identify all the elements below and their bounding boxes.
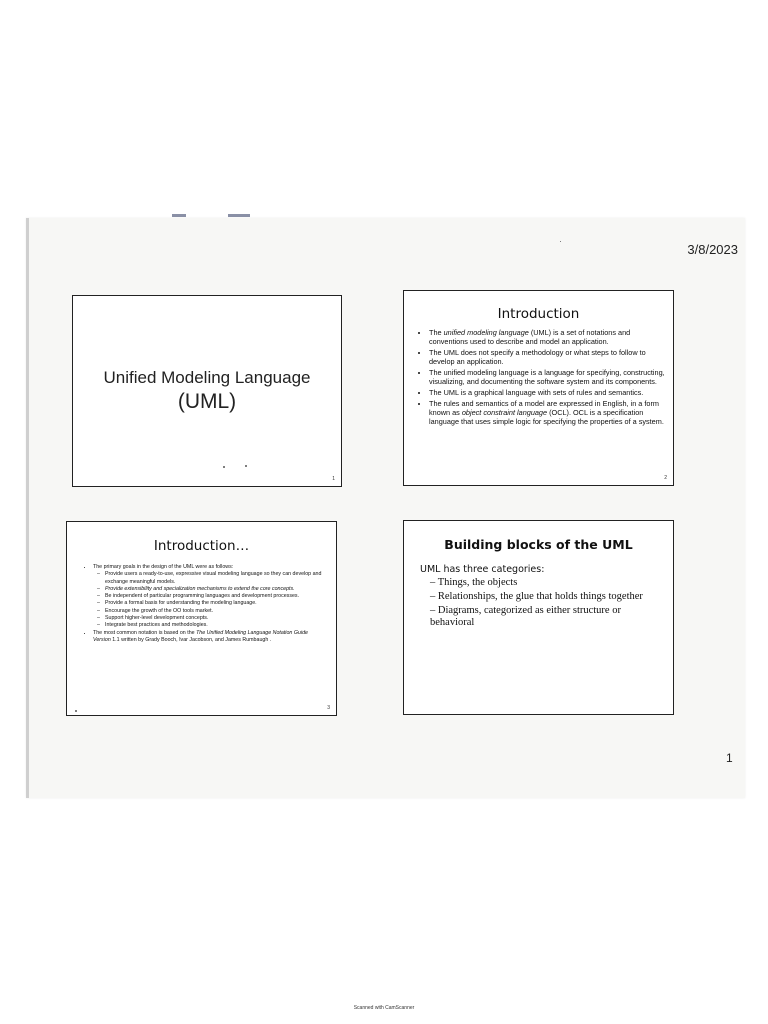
bullet-emphasis: object constraint language [461,408,548,417]
sub-bullet-item: – Provide extensibility and specialization mechanisms to extend the core concepts. [105,586,326,593]
slide-introduction-continued [66,521,337,716]
bullet-item [93,630,326,645]
page-date: 3/8/2023 [687,242,738,257]
scan-artifact [172,214,186,217]
bullet-text: The most common notation is based on the [93,629,197,636]
bullet-item: • The UML does not specify a methodology or what steps to follow to develop an application. [429,348,665,366]
sub-bullet-item: – Provide users a ready-to-use, expressive visual modeling language so they can develop and exchange meaningful models. [105,571,326,586]
category-item: – Things, the objects [430,577,661,589]
sub-bullet-item: – Be independent of particular programming languages and development processes. [105,593,326,600]
category-item: – Relationships, the glue that holds things together [430,591,661,603]
bullet-text: The rules and semantics of a model are expressed in English, in a form known as [429,399,659,417]
slide-intro: UML has three categories: [420,564,545,575]
scan-speck [223,466,225,468]
bullet-item [429,399,665,426]
scan-speck [245,465,247,467]
bullet-text: The [429,328,444,337]
scanner-credit: Scanned with CamScanner [353,1005,415,1011]
bullet-emphasis: The Unified Modeling Language Notation Guide Version [93,629,308,643]
sub-bullet-list [93,571,326,629]
slide-heading: Introduction [497,306,580,322]
slide-title [72,295,342,487]
slide-title-line1: Unified Modeling Language [103,368,311,387]
sub-bullet-item: – Support higher-level development concepts. [105,615,326,622]
slide-heading: Introduction… [153,538,250,554]
sub-bullet-item: – Integrate best practices and methodologies. [105,622,326,629]
bullet-text: (OCL). OCL is a specification language that uses simple logic for specifying the properties of a system. [429,408,664,426]
scan-artifact [228,214,250,217]
category-list [404,577,673,629]
bullet-emphasis: unified modeling language [443,328,529,337]
scan-speck [75,710,77,712]
page-number: 1 [726,751,733,765]
bullet-item: • The unified modeling language is a language for specifying, constructing, visualizing, and documenting the software system and its components. [429,368,665,386]
sub-bullet-item: – Encourage the growth of the OO tools market. [105,608,326,615]
bullet-list [67,564,336,644]
slide-title-line2: (UML) [177,390,237,413]
slide-introduction [403,290,674,486]
slide-building-blocks [403,520,674,715]
bullet-text: (UML) is a set of notations and conventions used to describe and model an application. [429,328,631,346]
slide-heading: Building blocks of the UML [444,537,633,552]
bullet-text: The primary goals in the design of the UML were as follows: [93,564,234,570]
bullet-item: • The UML is a graphical language with sets of rules and semantics. [429,388,665,397]
bullet-item [429,328,665,346]
sub-bullet-item: – Provide a formal basis for understanding the modeling language. [105,600,326,607]
bullet-item [93,564,326,630]
bullet-list [404,328,673,426]
slide-number: 3 [327,705,330,711]
scan-speck [560,241,561,242]
slide-number: 1 [332,476,335,482]
bullet-text: 1.1 written by Grady Booch, Ivar Jacobson, and James Rumbaugh . [110,636,272,643]
category-item: – Diagrams, categorized as either structure or behavioral [430,605,661,629]
slide-number: 2 [664,475,667,481]
